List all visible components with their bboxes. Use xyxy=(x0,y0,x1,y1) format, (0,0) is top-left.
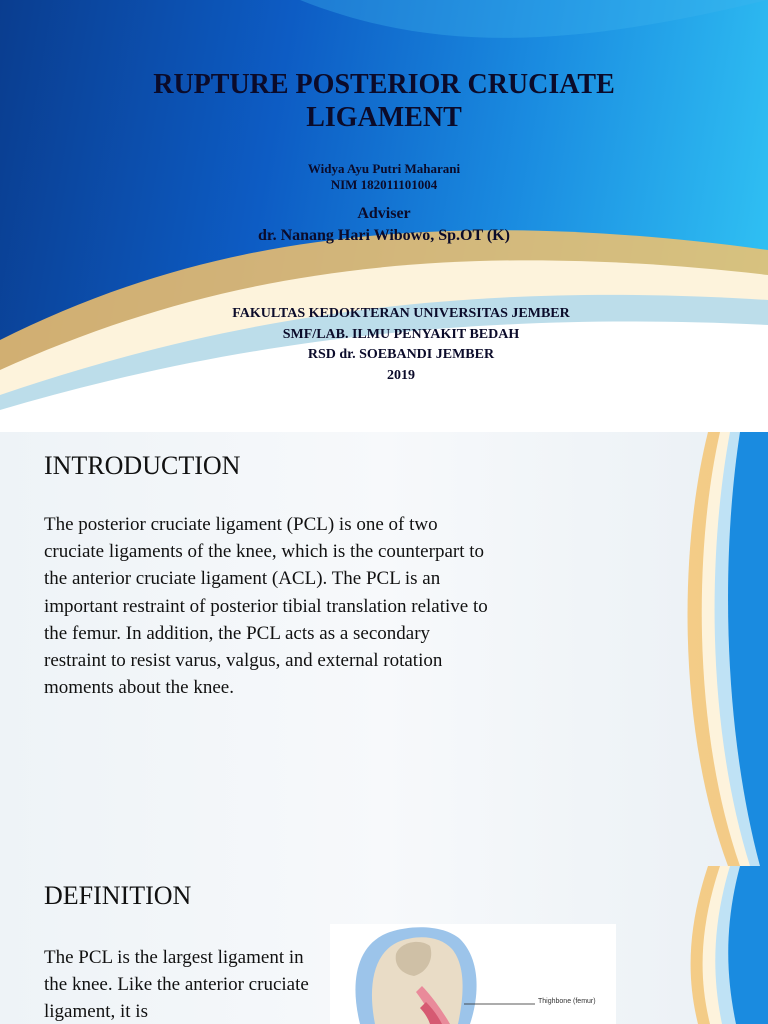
title-line-1: RUPTURE POSTERIOR CRUCIATE xyxy=(153,69,615,100)
top-highlight xyxy=(300,0,768,38)
introduction-slide xyxy=(0,432,768,866)
definition-side-swoosh xyxy=(638,866,768,1024)
presentation-title xyxy=(84,68,684,134)
author-name: Widya Ayu Putri Maharani xyxy=(307,161,461,176)
adviser-heading: Adviser xyxy=(357,205,411,222)
institution-line-1: FAKULTAS KEDOKTERAN UNIVERSITAS JEMBER xyxy=(232,306,570,321)
introduction-heading: INTRODUCTION xyxy=(44,451,241,480)
introduction-body: The posterior cruciate ligament (PCL) is one of two cruciate ligaments of the knee, which is the counterpart to the anterior cruciate ligament (ACL). The PCL is an important restraint of posterior tibial translation relative to the femur. In addition, the PCL acts as a secondary restraint to resist varus, valgus, and external rotation moments about the knee. xyxy=(44,514,488,699)
author-nim: NIM 182011101004 xyxy=(330,177,438,192)
title-slide xyxy=(0,0,768,432)
institution-block xyxy=(134,304,668,386)
author-block xyxy=(184,161,584,193)
introduction-side-swoosh xyxy=(638,432,768,866)
year: 2019 xyxy=(387,367,415,383)
femur-label: Thighbone (femur) xyxy=(538,998,596,1005)
institution-line-2: SMF/LAB. ILMU PENYAKIT BEDAH xyxy=(282,326,520,342)
definition-slide xyxy=(0,866,768,1024)
definition-heading: DEFINITION xyxy=(44,881,192,910)
knee-illustration xyxy=(330,924,616,1024)
title-line-2: LIGAMENT xyxy=(306,102,462,133)
definition-body: The PCL is the largest ligament in the knee. Like the anterior cruciate ligament, it is xyxy=(44,947,309,1023)
institution-line-3: RSD dr. SOEBANDI JEMBER xyxy=(307,347,495,362)
knee-anatomy-figure xyxy=(330,924,616,1024)
adviser-name: dr. Nanang Hari Wibowo, Sp.OT (K) xyxy=(258,227,510,244)
